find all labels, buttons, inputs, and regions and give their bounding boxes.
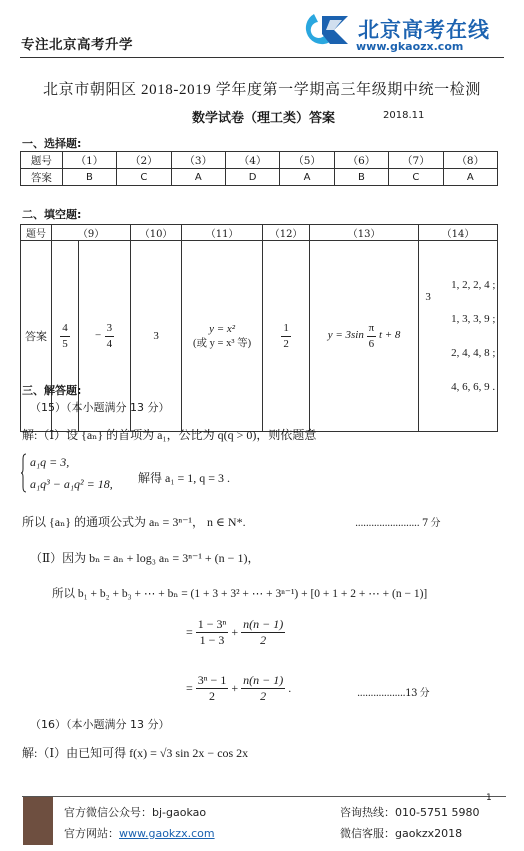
footer-divider bbox=[22, 796, 506, 797]
answer-cell: B bbox=[334, 169, 388, 186]
answer-line: y = x² bbox=[209, 322, 236, 335]
answer-cell: C bbox=[117, 169, 171, 186]
numerator: 1 − 3ⁿ bbox=[196, 618, 229, 633]
answer-cell bbox=[437, 241, 497, 432]
list-item: 1, 2, 2, 4 ; bbox=[451, 279, 496, 291]
answer-cell: A bbox=[280, 169, 334, 186]
footer-wechat: 官方微信公众号：bj-gaokao bbox=[64, 806, 207, 819]
row-label: 答案 bbox=[21, 169, 63, 186]
answer-cell: 3 bbox=[419, 241, 438, 432]
score-mark: ..................13 分 bbox=[357, 688, 430, 699]
section-choice-heading: 一、选择题: bbox=[22, 137, 82, 150]
question-number: （9） bbox=[52, 225, 131, 241]
expression-part: t + 8 bbox=[378, 329, 401, 342]
document-date: 2018.11 bbox=[383, 110, 425, 121]
list-item: 2, 4, 4, 8 ; bbox=[451, 347, 496, 359]
footer-accent-block bbox=[23, 797, 53, 845]
row-label: 题号 bbox=[21, 225, 52, 241]
denominator: 2 bbox=[260, 633, 267, 648]
choice-answer-table bbox=[20, 151, 498, 186]
solution-line: 所以 {aₙ} 的通项公式为 aₙ = 3ⁿ⁻¹， n ∈ N*. bbox=[22, 515, 246, 529]
section-solution-heading: 三、解答题: bbox=[22, 384, 82, 397]
fraction bbox=[196, 618, 229, 647]
equation-line: = $\frac{\text{3ⁿ − 1}}{2}$ + $\frac{n(n - 1)}{2}$ . bbox=[186, 673, 292, 704]
numerator: π bbox=[367, 322, 377, 336]
question-number: （7） bbox=[389, 152, 443, 169]
header-slogan: 专注北京高考升学 bbox=[21, 37, 133, 53]
denominator: 2 bbox=[209, 689, 216, 704]
denominator: 1 − 3 bbox=[199, 633, 225, 648]
answer-cell: A bbox=[443, 169, 497, 186]
answer-cell bbox=[182, 241, 263, 432]
denominator: 2 bbox=[260, 689, 267, 704]
list-item: 1, 3, 3, 9 ; bbox=[451, 313, 496, 325]
answer-cell: D bbox=[225, 169, 279, 186]
solution-line: 解:（Ⅰ）由已知可得 f(x) = √3 sin 2x − cos 2x bbox=[22, 746, 249, 760]
problem-16-heading: （16）（本小题满分 13 分） bbox=[30, 718, 170, 731]
table-row bbox=[21, 225, 498, 241]
answer-cell bbox=[263, 241, 310, 432]
numerator: 3 bbox=[105, 322, 115, 336]
question-number: （11） bbox=[182, 225, 263, 241]
logo-mark-icon bbox=[294, 10, 352, 50]
header-divider bbox=[20, 57, 504, 58]
brand-logo[interactable] bbox=[294, 8, 504, 52]
page-number: 1 bbox=[486, 793, 492, 803]
fraction bbox=[60, 322, 70, 349]
fraction bbox=[281, 322, 291, 349]
footer-site-link[interactable]: www.gaokzx.com bbox=[119, 827, 215, 840]
denominator: 5 bbox=[62, 337, 68, 350]
numerator: n(n − 1) bbox=[241, 674, 285, 689]
footer-site bbox=[64, 825, 215, 841]
answer-cell: C bbox=[389, 169, 443, 186]
fraction bbox=[241, 674, 285, 703]
question-number: （2） bbox=[117, 152, 171, 169]
logo-url: www.gkaozx.com bbox=[356, 40, 464, 53]
equation-line: = $\frac{\text{1 − 3ⁿ}}{1 - 3}$ + $\frac{n(n - 1)}{2}$ bbox=[186, 617, 284, 648]
solution-line: 解:（Ⅰ）设 {aₙ} 的首项为 a₁，公比为 q(q > 0)，则依题意 bbox=[22, 428, 317, 442]
solution-line: 所以 b₁ + b₂ + b₃ + ⋯ + bₙ = (1 + 3 + 3² + ⋯ + 3ⁿ⁻¹) + [0 + 1 + 2 + ⋯ + (n − 1)] bbox=[52, 588, 428, 600]
logo-text: 北京高考在线 bbox=[358, 18, 490, 42]
solution-line: （Ⅱ）因为 bₙ = aₙ + log₃ aₙ = 3ⁿ⁻¹ + (n − 1)， bbox=[30, 551, 260, 565]
question-number: （5） bbox=[280, 152, 334, 169]
fraction bbox=[367, 322, 377, 349]
score-mark: ........................ 7 分 bbox=[355, 518, 441, 529]
question-number: （6） bbox=[334, 152, 388, 169]
denominator: 6 bbox=[368, 337, 375, 350]
table-row bbox=[21, 169, 498, 186]
question-number: （3） bbox=[171, 152, 225, 169]
minus-sign: − bbox=[94, 330, 102, 342]
denominator: 2 bbox=[283, 337, 289, 350]
footer-hotline: 咨询热线：010-5751 5980 bbox=[340, 806, 480, 819]
expression-part: y = 3sin bbox=[327, 329, 364, 342]
problem-15-heading: （15）（本小题满分 13 分） bbox=[30, 401, 170, 414]
numerator: 3ⁿ − 1 bbox=[196, 674, 229, 689]
question-number: （4） bbox=[225, 152, 279, 169]
question-number: （14） bbox=[419, 225, 498, 241]
numerator: 4 bbox=[60, 322, 70, 336]
section-fill-heading: 二、填空题: bbox=[22, 208, 82, 221]
footer-service: 微信客服：gaokzx2018 bbox=[340, 827, 463, 840]
question-number: （13） bbox=[310, 225, 419, 241]
table-row bbox=[21, 152, 498, 169]
equation-line: a₁q = 3, bbox=[30, 455, 70, 469]
footer-site-label: 官方网站： bbox=[64, 827, 119, 840]
answer-cell: 3 bbox=[131, 241, 182, 432]
question-number: （8） bbox=[443, 152, 497, 169]
fraction bbox=[241, 618, 285, 647]
fraction bbox=[196, 674, 229, 703]
numerator: n(n − 1) bbox=[241, 618, 285, 633]
system-brace-icon bbox=[21, 453, 27, 493]
question-number: （10） bbox=[131, 225, 182, 241]
equation-line: a₁q³ − a₁q² = 18, bbox=[30, 477, 113, 491]
numerator: 1 bbox=[281, 322, 291, 336]
fraction bbox=[105, 322, 115, 349]
question-number: （12） bbox=[263, 225, 310, 241]
document-subtitle: 数学试卷（理工类）答案 bbox=[192, 111, 336, 126]
answer-cell bbox=[310, 241, 419, 432]
document-title: 北京市朝阳区 2018-2019 学年度第一学期高三年级期中统一检测 bbox=[43, 82, 481, 98]
answer-line: (或 y = x³ 等) bbox=[193, 337, 252, 349]
solution-line: 解得 a₁ = 1, q = 3 . bbox=[138, 471, 231, 485]
row-label: 题号 bbox=[21, 152, 63, 169]
answer-cell: B bbox=[62, 169, 116, 186]
denominator: 4 bbox=[106, 337, 113, 350]
question-number: （1） bbox=[62, 152, 116, 169]
row-label: 答案 bbox=[21, 241, 52, 432]
list-item: 4, 6, 6, 9 . bbox=[451, 381, 496, 393]
answer-cell: A bbox=[171, 169, 225, 186]
